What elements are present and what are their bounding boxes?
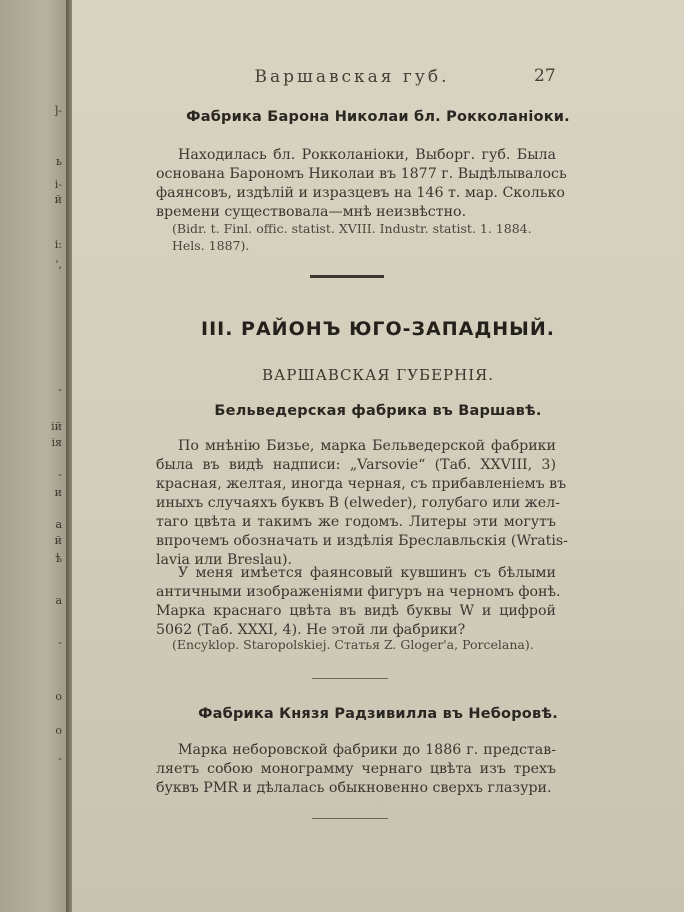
left-page-fragment: i:: [54, 238, 62, 251]
citation-line: (Bidr. t. Finl. offic. statist. XVIII. Industr. statist. 1. 1884.: [172, 221, 532, 236]
citation-line: Hels. 1887).: [172, 238, 250, 253]
text-line: красная, желтая, иногда черная, съ прибавленіемъ въ: [156, 476, 567, 492]
left-page-fragment: й: [54, 193, 62, 206]
paragraph-nikolai: [156, 146, 567, 222]
text-line: Находилась бл. Рокколаніоки, Выборг. губ. Была: [178, 147, 556, 163]
paragraph-radziwill: [156, 741, 556, 798]
text-line: У меня имѣется фаянсовый кувшинъ съ бѣлыми: [178, 565, 556, 581]
thin-divider: [312, 678, 388, 679]
text-line: античными изображеніями фигуръ на черномъ фонѣ.: [156, 584, 561, 600]
left-page-fragment: й: [54, 534, 62, 547]
left-page-fragment: ',: [55, 258, 62, 271]
text-line: фаянсовъ, издѣлій и изразцевъ на 146 т. мар. Сколько: [156, 185, 565, 201]
left-page-fragment: ѣ: [55, 552, 62, 565]
text-line: Марка краснаго цвѣта въ видѣ буквы W и цифрой: [156, 603, 556, 619]
section-divider: [310, 275, 384, 278]
text-line: таго цвѣта и такимъ же годомъ. Литеры эти могутъ: [156, 514, 556, 530]
left-page-fragment: ь: [56, 155, 62, 168]
left-page-fragment: a: [55, 594, 62, 607]
paragraph-belvedere-2: [156, 564, 561, 640]
text-line: иныхъ случаяхъ буквъ B (elweder), голубаго или жел-: [156, 495, 560, 511]
running-head: Варшавская губ.: [254, 67, 450, 87]
citation-line: (Encyklop. Staropolskiej. Статья Z. Gloger'a, Porcelana).: [172, 637, 534, 652]
text-line: По мнѣнію Бизье, марка Бельведерской фабрики: [178, 438, 556, 454]
left-page-fragment: o: [55, 690, 62, 703]
text-line: времени существовала—мнѣ неизвѣстно.: [156, 204, 467, 220]
left-page-fragment: ія: [51, 436, 62, 449]
factory-heading-nikolai: Фабрика Барона Николаи бл. Рокколаніоки.: [186, 109, 570, 125]
text-line: Марка неборовской фабрики до 1886 г. представ-: [178, 742, 556, 758]
text-line: 5062 (Таб. XXXI, 4). Не этой ли фабрики?: [156, 622, 466, 638]
left-page-fragment: а: [55, 518, 62, 531]
text-line: была въ видѣ надписи: „Varsovie“ (Таб. XXVIII, 3): [156, 457, 556, 473]
factory-heading-radziwill: Фабрика Князя Радзивилла въ Неборовѣ.: [198, 706, 558, 722]
thin-divider: [312, 818, 388, 819]
left-page-fragment: -: [58, 752, 62, 765]
text-line: основана Барономъ Николаи въ 1877 г. Выдѣлывалось: [156, 166, 567, 182]
left-page-fragment: -: [58, 636, 62, 649]
factory-heading-belvedere: Бельведерская фабрика въ Варшавѣ.: [214, 403, 542, 419]
section-title: III. РАЙОНЪ ЮГО-ЗАПАДНЫЙ.: [201, 318, 555, 340]
paragraph-belvedere-1: [156, 437, 568, 570]
book-page: [72, 0, 684, 912]
text-line: ляетъ собою монограмму чернаго цвѣта изъ трехъ: [156, 761, 556, 777]
left-page-fragment: -: [58, 468, 62, 481]
left-facing-page: [0, 0, 66, 912]
left-page-fragment: -: [58, 383, 62, 396]
gubernia-title: ВАРШАВСКАЯ ГУБЕРНІЯ.: [261, 366, 495, 384]
left-page-fragment: ]-: [53, 104, 62, 117]
citation-nikolai: [172, 220, 562, 254]
text-line: буквъ PMR и дѣлалась обыкновенно сверхъ глазури.: [156, 780, 552, 796]
page-number: 27: [534, 66, 556, 86]
text-line: lavia или Breslau).: [156, 552, 293, 568]
text-line: впрочемъ обозначать и издѣлія Бреславльскія (Wratis-: [156, 533, 568, 549]
left-page-fragment: ій: [51, 420, 62, 433]
left-page-fragment: o: [55, 724, 62, 737]
left-page-fragment: i-: [54, 178, 62, 191]
citation-belvedere: [172, 636, 562, 653]
left-page-fragment: и: [54, 486, 62, 499]
